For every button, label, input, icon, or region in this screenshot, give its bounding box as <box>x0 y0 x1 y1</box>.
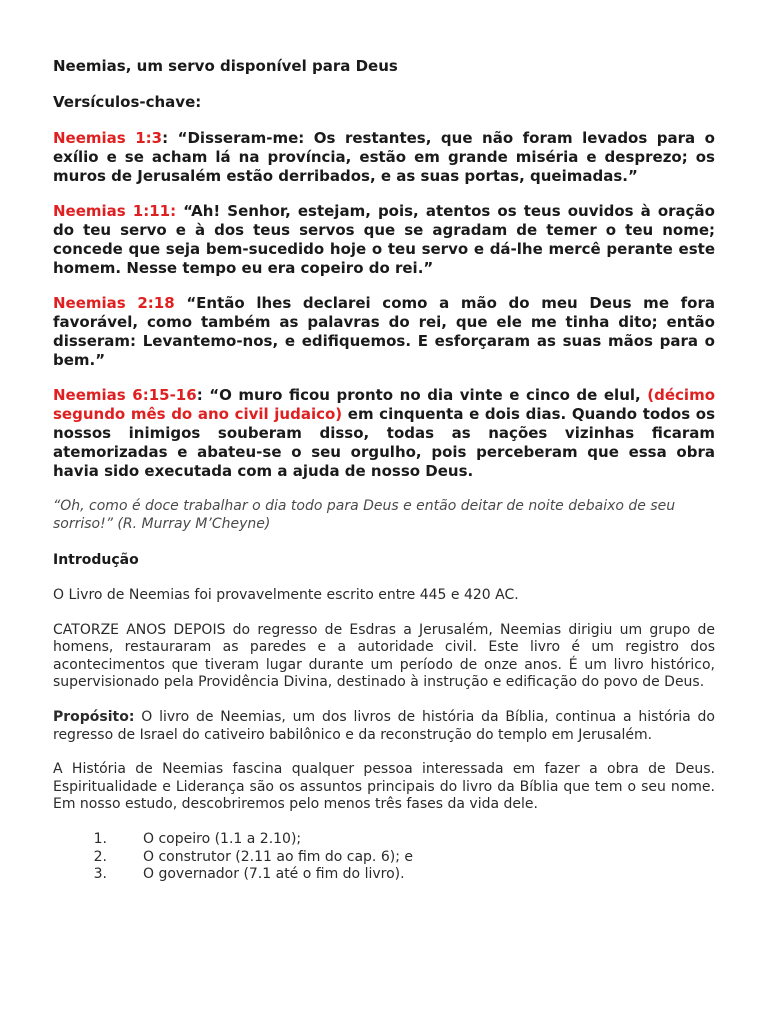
verse-reference: Neemias 1:3 <box>53 129 163 147</box>
verse-separator: : <box>162 129 178 147</box>
verse-reference: Neemias 1:11: <box>53 202 177 220</box>
verse-reference: Neemias 6:15-16 <box>53 386 197 404</box>
intro-date-paragraph: O Livro de Neemias foi provavelmente escrito entre 445 e 420 AC. <box>53 587 519 603</box>
phases-list <box>53 831 715 884</box>
verse-text: “Disseram-me: Os restantes, que não foram levados para o exílio e se acham lá na província, estão em grande miséria e desprezo; os muros de Jerusalém estão derribados, e as suas portas, queimadas.” <box>53 129 715 185</box>
verse-text: “Ah! Senhor, estejam, pois, atentos os teus ouvidos à oração do teu servo e à dos teus servos que se agradam de temer o teu nome; concede que seja bem-sucedido hoje o teu servo e dá-lhe mercê perante este homem. Nesse tempo eu era copeiro do rei.” <box>53 202 715 277</box>
intro-history-paragraph: CATORZE ANOS DEPOIS do regresso de Esdras a Jerusalém, Neemias dirigiu um grupo de homens, restauraram as paredes e a autoridade civil. Este livro é um registro dos acontecimentos que tiveram lugar durante um período de onze anos. É um livro histórico, supervisionado pela Providência Divina, destinado à instrução e edificação do povo de Deus. <box>53 621 715 691</box>
verse-text: “O muro ficou pronto no dia vinte e cinco de elul, <box>209 386 648 404</box>
verse-paragraph <box>53 129 715 186</box>
list-item-number: 1. <box>93 830 107 847</box>
purpose-label: Propósito: <box>53 708 135 725</box>
verse-reference: Neemias 2:18 <box>53 294 175 312</box>
list-item-number: 3. <box>93 866 107 883</box>
purpose-text: O livro de Neemias, um dos livros de história da Bíblia, continua a história do regresso de Israel do cativeiro babilônico e da reconstrução do templo em Jerusalém. <box>53 708 715 743</box>
verse-paragraph <box>53 202 715 278</box>
purpose-paragraph <box>53 709 715 744</box>
list-item-text: O construtor (2.11 ao fim do cap. 6); e <box>143 848 413 865</box>
list-item-text: O copeiro (1.1 a 2.10); <box>143 830 302 847</box>
verse-paragraph <box>53 294 715 370</box>
document-content <box>53 57 715 884</box>
verse-paragraph <box>53 386 715 481</box>
verse-note: (décimo segundo mês do ano civil judaico) <box>53 386 715 423</box>
key-verses-heading: Versículos-chave: <box>53 93 202 111</box>
list-item <box>53 849 715 867</box>
history-paragraph: A História de Neemias fascina qualquer pessoa interessada em fazer a obra de Deus. Espiritualidade e Liderança são os assuntos principais do livro da Bíblia que tem o seu nome. Em nosso estudo, descobriremos pelo menos três fases da vida dele. <box>53 761 715 813</box>
list-item <box>53 831 715 849</box>
verse-separator <box>175 294 187 312</box>
verse-text-continued: em cinquenta e dois dias. Quando todos os nossos inimigos souberam disso, todas as nações vizinhas ficaram atemorizadas e abateu-se o seu orgulho, pois perceberam que essa obra havia sido executada com a ajuda de nosso Deus. <box>53 405 715 480</box>
list-item <box>53 866 715 884</box>
cheyne-quote: “Oh, como é doce trabalhar o dia todo para Deus e então deitar de noite debaixo de seu sorriso!” (R. Murray M’Cheyne) <box>53 498 676 532</box>
list-item-text: O governador (7.1 até o fim do livro). <box>143 866 405 883</box>
document-title: Neemias, um servo disponível para Deus <box>53 57 398 75</box>
list-item-number: 2. <box>93 848 107 865</box>
verse-separator: : <box>196 386 210 404</box>
verse-text: “Então lhes declarei como a mão do meu Deus me fora favorável, como também as palavras do rei, que ele me tinha dito; então disseram: Levantemo-nos, e edifiquemos. E esforçaram as suas mãos para o bem.” <box>53 294 715 369</box>
introduction-heading: Introdução <box>53 552 139 568</box>
